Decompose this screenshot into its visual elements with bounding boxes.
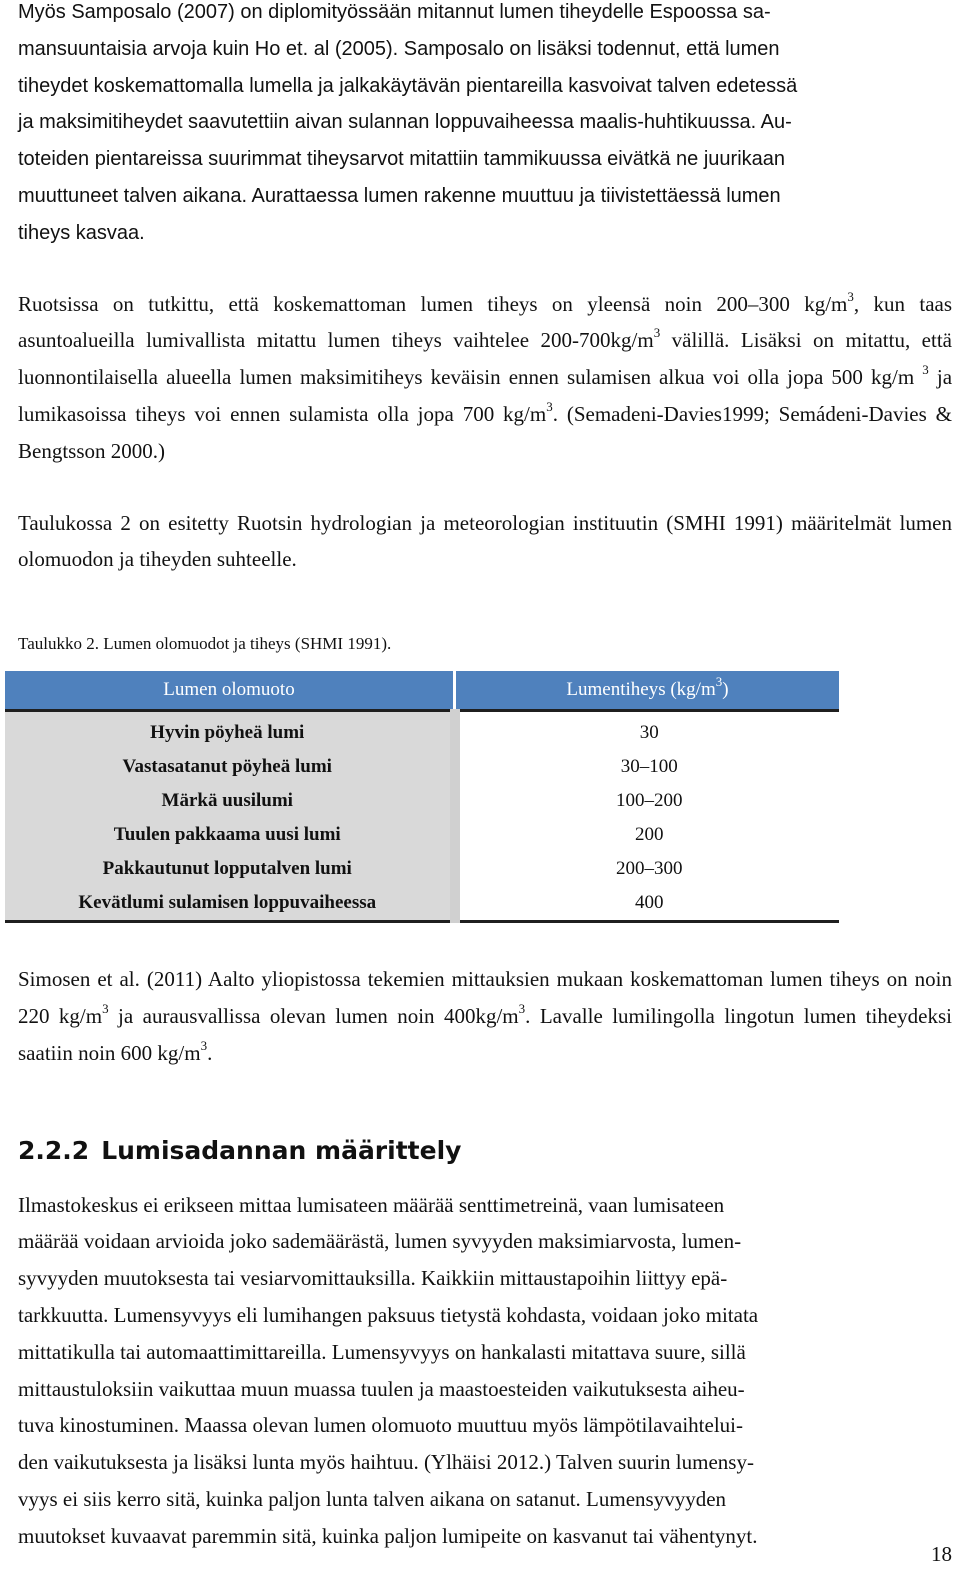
paragraph-ruotsi [18, 286, 952, 470]
text-line: syvyyden muutoksesta tai vesiarvomittauksilla. Kaikkiin mittaustapoihin liittyy epä- [18, 1266, 728, 1291]
text-line: määrää voidaan arvioida joko sademäärästä, lumen syvyyden maksimiarvosta, lumen- [18, 1229, 742, 1254]
header-text: Lumentiheys (kg/m [566, 679, 716, 701]
text-line: muuttuneet talven aikana. Aurattaessa lumen rakenne muuttuu ja tiivistettäessä lumen [18, 184, 781, 207]
document-page [18, 0, 952, 1555]
text-line: tiheys kasvaa. [18, 221, 145, 244]
superscript: 3 [102, 1000, 109, 1016]
section-heading [18, 1136, 952, 1165]
paragraph-taulukossa: Taulukossa 2 on esitetty Ruotsin hydrologian ja meteorologian instituutin (SMHI 1991) määritelmät lumen olomuodon ja tiheyden suhteelle. [18, 510, 952, 572]
cell-density: 100–200 [616, 790, 683, 812]
cell-snow-form: Hyvin pöyheä lumi [5, 711, 455, 751]
table-row [5, 711, 839, 751]
text-line: tiheydet koskemattomalla lumella ja jalkakäytävän pientareilla kasvoivat talven edetessä [18, 74, 798, 97]
text-run: ja lumikasoissa tiheys voi ennen sulamista olla jopa 700 kg/m [18, 365, 953, 426]
cell-density: 200–300 [616, 858, 683, 880]
text-run: . [207, 1040, 213, 1065]
table-header-row [5, 671, 839, 711]
cell-density: 200 [635, 824, 664, 846]
header-snow-form: Lumen olomuoto [5, 671, 455, 711]
text-line: toteiden pientareissa suurimmat tiheysarvot mitattiin tammikuussa eivätkä ne juurikaan [18, 148, 786, 171]
text-line: Myös Samposalo (2007) on diplomityössään mitannut lumen tiheydelle Espoossa sa- [18, 1, 771, 23]
text-run: . (Semadeni-Davies1999; Semádeni-Davies & Bengtsson 2000.) [18, 401, 952, 463]
text-run: ja aurausvallissa olevan lumen noin 400kg/m [108, 1003, 519, 1028]
cell-density: 30–100 [620, 756, 678, 778]
text-line: tuva kinostuminen. Maassa olevan lumen olomuoto muuttuu myös lämpötilavaihtelui- [18, 1413, 743, 1438]
text-line: mittatikulla tai automaattimittareilla. Lumensyvyys on hankalasti mitattava suure, sillä [18, 1339, 746, 1364]
table-caption: Taulukko 2. Lumen olomuodot ja tiheys (SHMI 1991). [18, 634, 392, 654]
snow-density-table [5, 671, 839, 923]
cell-snow-form: Tuulen pakkaama uusi lumi [5, 818, 455, 852]
text-run: välillä. Lisäksi on mitattu, että luonnontilaisella alueella lumen maksimitiheys keväisin ennen sulamisen alkua voi olla jopa 500 kg/m [18, 328, 952, 390]
table-row [5, 784, 839, 818]
superscript: 3 [847, 288, 854, 304]
header-snow-density [455, 671, 840, 711]
paragraph-ilmastokeskus [18, 1187, 952, 1555]
paragraph-samposalo [18, 0, 952, 252]
superscript: 3 [653, 325, 661, 341]
cell-snow-form: Pakkautunut lopputalven lumi [5, 852, 455, 886]
text-line: vyys ei siis kerro sitä, kuinka paljon lunta talven aikana on satanut. Lumensyvyyden [18, 1486, 727, 1511]
cell-density: 400 [635, 892, 664, 914]
header-text: ) [722, 679, 729, 701]
text-line: mittaustuloksiin vaikuttaa muun muassa tuulen ja maastoesteiden vaikutuksesta aiheu- [18, 1376, 745, 1401]
cell-snow-form: Vastasatanut pöyheä lumi [5, 750, 455, 784]
page-number: 18 [931, 1542, 952, 1566]
text-line: Ilmastokeskus ei erikseen mittaa lumisateen määrää senttimetreinä, vaan lumisateen [18, 1192, 725, 1217]
text-run: . Lavalle lumilingolla lingotun lumen tiheydeksi saatiin noin 600 kg/m [18, 1003, 952, 1065]
section-number: 2.2.2 [18, 1135, 90, 1165]
superscript: 3 [200, 1037, 208, 1053]
text-run: Ruotsissa on tutkittu, että koskemattoman lumen tiheys on yleensä noin 200–300 kg/m [18, 291, 848, 316]
table-row [5, 750, 839, 784]
table-row [5, 886, 839, 922]
paragraph-simosen [18, 961, 952, 1071]
section-title: Lumisadannan määrittely [101, 1135, 462, 1165]
text-line: mansuuntaisia arvoja kuin Ho et. al (2005). Samposalo on lisäksi todennut, että lumen [18, 37, 780, 60]
text-run: Simosen et al. (2011) Aalto yliopistossa tekemien mittauksien mukaan koskemattoman lumen tiheys on noin 220 kg/m [18, 967, 952, 1028]
text-line: ja maksimitiheydet saavutettiin aivan sulannan loppuvaiheessa maalis-huhtikuussa. Au- [18, 111, 792, 134]
text-line: muutokset kuvaavat paremmin sitä, kuinka paljon lumipeite on kasvanut tai vähentynyt. [18, 1523, 758, 1548]
cell-snow-form: Märkä uusilumi [5, 784, 455, 818]
cell-density: 30 [639, 722, 659, 744]
cell-snow-form: Kevätlumi sulamisen loppuvaiheessa [5, 886, 455, 922]
superscript: 3 [922, 362, 929, 378]
text-line: tarkkuutta. Lumensyvyys eli lumihangen paksuus tietystä kohdasta, voidaan joko mitata [18, 1302, 759, 1327]
table-row [5, 852, 839, 886]
text-line: den vaikutuksesta ja lisäksi lunta myös haihtuu. (Ylhäisi 2012.) Talven suurin lumensy- [18, 1450, 754, 1475]
text-run: , kun taas asuntoalueilla lumivallista mitattu lumen tiheys vaihtelee 200-700kg/m [18, 291, 953, 353]
table-row [5, 818, 839, 852]
superscript: 3 [546, 398, 553, 414]
superscript: 3 [715, 673, 723, 689]
superscript: 3 [518, 1000, 526, 1016]
